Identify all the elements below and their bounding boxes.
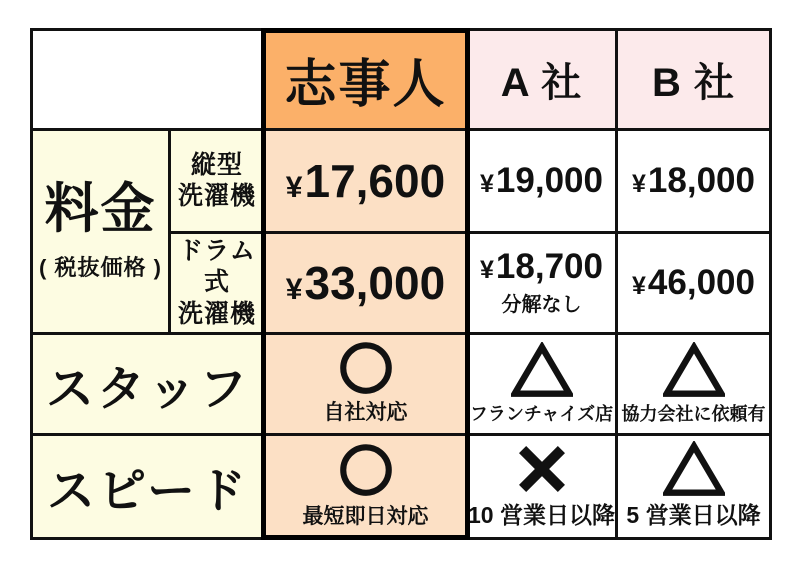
speed-b-cell [618, 436, 769, 537]
yen-symbol: ¥ [632, 271, 646, 300]
yen-symbol: ¥ [480, 169, 494, 198]
machine-type-vertical-cell [171, 131, 266, 234]
price-b-drum-amount: 46,000 [647, 262, 755, 302]
speed-a-cell [468, 436, 618, 537]
yen-symbol: ¥ [285, 170, 303, 204]
price-a-vertical-amount: 19,000 [495, 160, 603, 200]
yen-symbol: ¥ [480, 256, 494, 285]
staff-b-note: 協力会社に依頼有 [621, 404, 766, 424]
speed-main-note: 最短即日対応 [302, 505, 429, 528]
triangle-icon [663, 342, 725, 398]
comparison-table [30, 28, 772, 540]
staff-a-note: フランチャイズ店 [469, 404, 614, 424]
speed-main-cell [266, 436, 468, 537]
speed-b-note: 5 営業日以降 [626, 502, 761, 528]
staff-main-note: 自社対応 [323, 401, 408, 424]
price-b-vertical-cell [618, 131, 769, 234]
staff-row-label-cell [33, 335, 266, 436]
machine-type-drum-cell [171, 234, 266, 335]
machine-type-vertical-line1: 縦型 [190, 150, 243, 179]
company-b-name: B 社 [652, 61, 735, 105]
machine-type-drum-line1: ドラム式 [178, 237, 256, 297]
price-b-vertical-amount: 18,000 [647, 160, 755, 200]
machine-type-drum-line2: 洗濯機 [177, 299, 256, 328]
staff-a-cell [468, 335, 618, 436]
price-tax-note: ( 税抜価格 ) [39, 255, 162, 281]
price-a-drum-note: 分解なし [501, 293, 582, 316]
speed-a-note: 10 営業日以降 [468, 502, 615, 528]
price-main-vertical-amount: 17,600 [304, 154, 446, 207]
speed-row-label-cell [33, 436, 266, 537]
price-a-vertical-cell [468, 131, 618, 234]
main-company-name: 志事人 [284, 56, 447, 114]
price-main-drum-amount: 33,000 [304, 256, 446, 309]
price-category-label: 料金 [44, 178, 157, 239]
cross-icon [515, 442, 569, 496]
circle-icon [338, 442, 394, 498]
machine-type-vertical-line2: 洗濯機 [177, 182, 256, 210]
triangle-icon [663, 441, 725, 497]
yen-symbol: ¥ [632, 169, 646, 198]
staff-b-cell [618, 335, 769, 436]
price-a-drum-cell [468, 234, 618, 335]
speed-row-label: スピード [46, 465, 250, 518]
yen-symbol: ¥ [285, 272, 303, 306]
header-cell-company-a [468, 31, 618, 131]
staff-main-cell [266, 335, 468, 436]
company-a-name: A 社 [500, 61, 583, 105]
header-blank-cell [33, 31, 266, 131]
header-cell-company-b [618, 31, 769, 131]
triangle-icon [511, 342, 573, 398]
staff-row-label: スタッフ [45, 362, 250, 416]
price-b-drum-cell [618, 234, 769, 335]
price-main-drum-cell [266, 234, 468, 335]
price-a-drum-amount: 18,700 [495, 247, 603, 287]
price-main-vertical-cell [266, 131, 468, 234]
header-cell-main [266, 31, 468, 131]
circle-icon [338, 340, 394, 396]
price-category-cell [33, 131, 171, 335]
